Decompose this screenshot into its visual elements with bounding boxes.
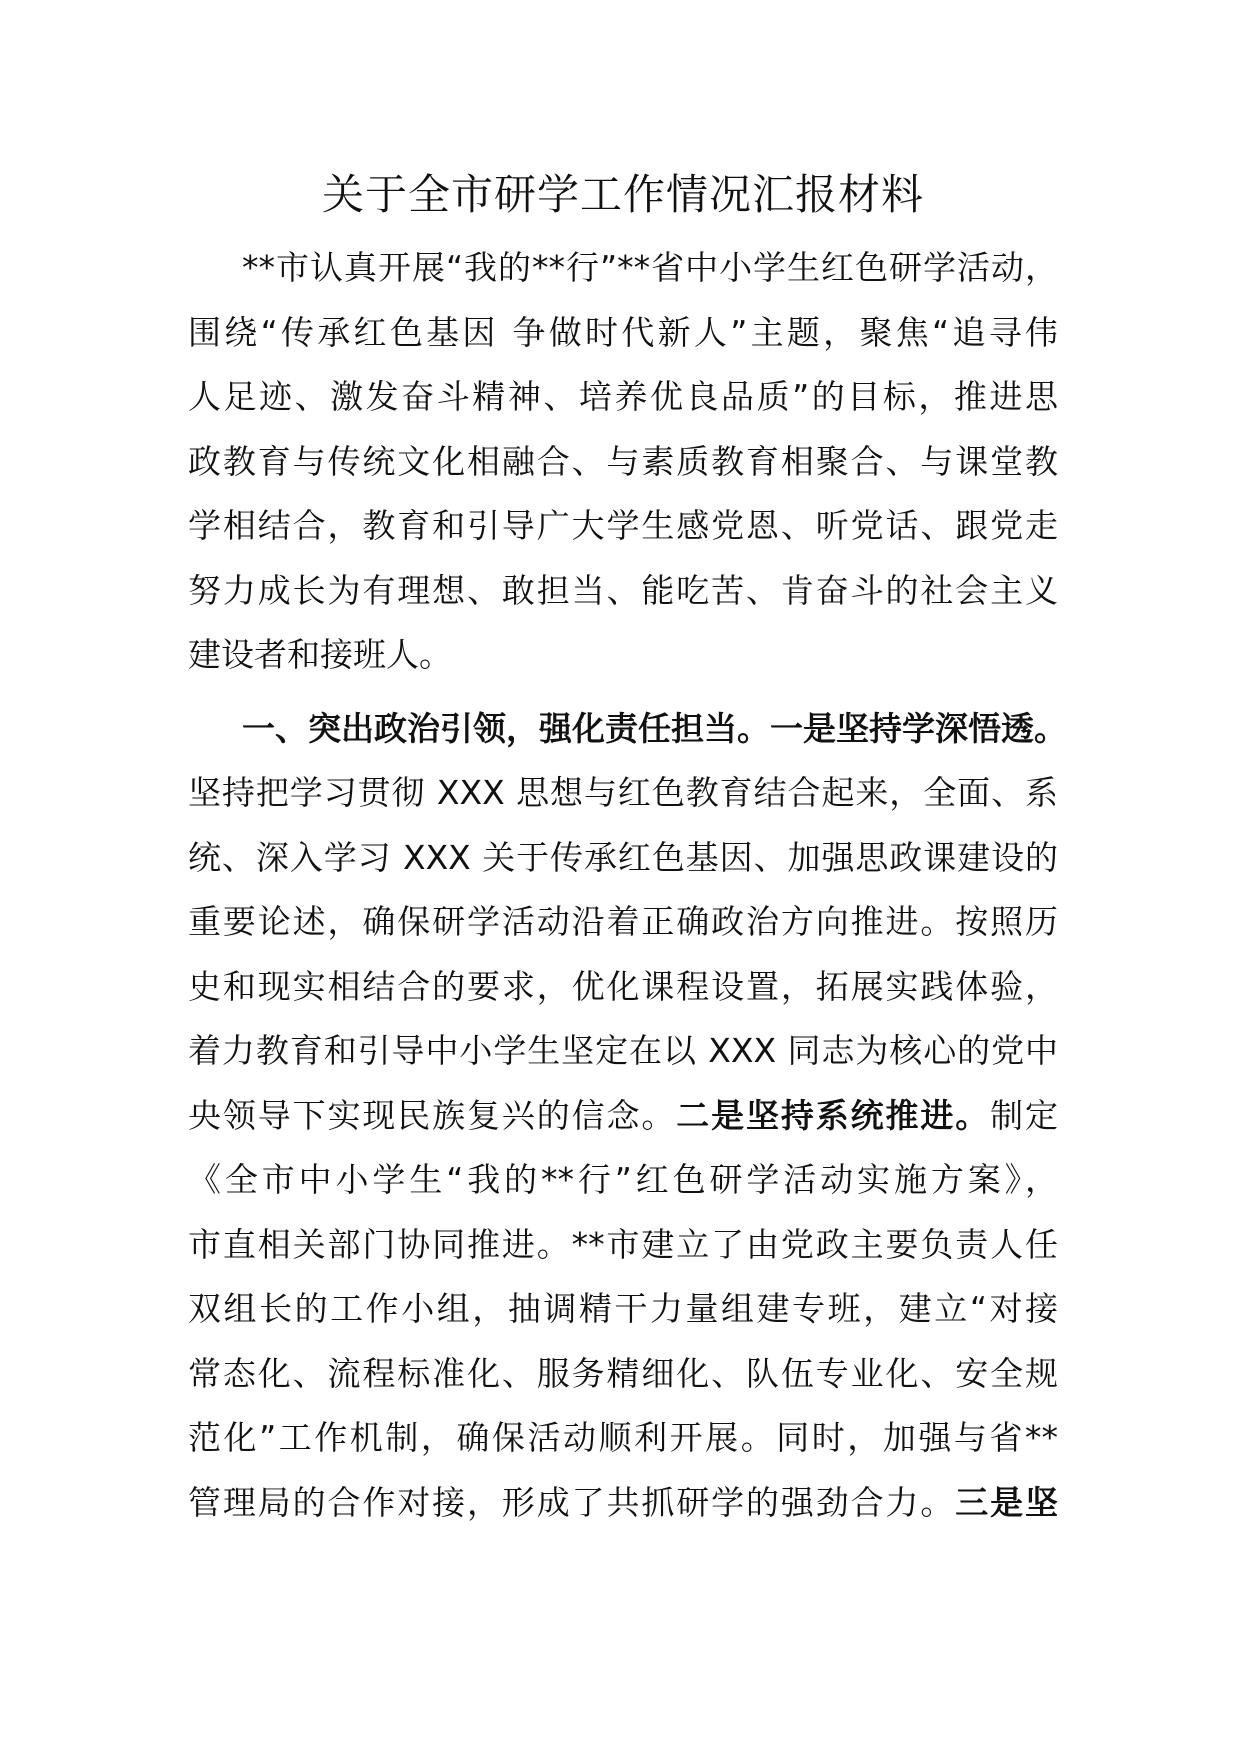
paragraph-line [188, 236, 1058, 301]
text-run: 史和现实相结合的要求，优化课程设置，拓展实践体验， [188, 966, 1058, 1006]
paragraph-line [188, 1471, 1058, 1536]
page-title: 关于全市研学工作情况汇报材料 [321, 170, 924, 219]
text-run: 学相结合，教育和引导广大学生感党恩、听党话、跟党走 [188, 506, 1058, 545]
bold-text-run: 一、突出政治引领，强化责任担当。一是坚持学深悟透。 [242, 708, 1067, 748]
paragraph-line [188, 494, 1058, 559]
text-run: 管理局的合作对接，形成了共抓研学的强劲合力。 [188, 1482, 956, 1522]
document-body [188, 236, 1067, 1535]
text-run: 常态化、流程标准化、服务精细化、队伍专业化、安全规 [188, 1353, 1058, 1393]
paragraph-line [188, 761, 1058, 826]
text-run: 建设者和接班人。 [188, 635, 452, 674]
paragraph-line [188, 1277, 1058, 1342]
paragraph-line [188, 1213, 1058, 1278]
paragraph-line [188, 623, 1058, 688]
paragraph-line [188, 1084, 1058, 1149]
text-run: 《全市中小学生“我的**行”红色研学活动实施方案》， [188, 1160, 1058, 1199]
text-run: 范化”工作机制，确保活动顺利开展。同时，加强与省** [188, 1418, 1058, 1457]
paragraph-line [188, 430, 1058, 495]
paragraph-line [188, 955, 1058, 1020]
paragraph-line [188, 1406, 1058, 1471]
text-run: 市直相关部门协同推进。**市建立了由党政主要负责人任 [188, 1224, 1058, 1264]
text-run: 着力教育和引导中小学生坚定在以 XXX 同志为核心的党中 [188, 1031, 1058, 1070]
paragraph-line [188, 301, 1058, 366]
paragraph-line [188, 1342, 1058, 1407]
text-run: 政教育与传统文化相融合、与素质教育相聚合、与课堂教 [188, 441, 1058, 481]
bold-text-run: 三是坚 [955, 1482, 1058, 1522]
text-run: 围绕“传承红色基因 争做时代新人”主题，聚焦“追寻伟 [188, 312, 1058, 352]
text-run: 双组长的工作小组，抽调精干力量组建专班，建立“对接 [188, 1289, 1058, 1328]
text-run: 人足迹、激发奋斗精神、培养优良品质”的目标，推进思 [188, 377, 1058, 416]
paragraph-line [188, 890, 1058, 955]
paragraph-line [188, 826, 1058, 891]
paragraph-line [188, 365, 1058, 430]
text-run: **市认真开展“我的**行”**省中小学生红色研学活动， [242, 248, 1058, 287]
text-run: 坚持把学习贯彻 XXX 思想与红色教育结合起来，全面、系 [188, 773, 1058, 812]
bold-text-run: 二是坚持系统推进。 [676, 1095, 991, 1135]
text-run: 央领导下实现民族复兴的信念。 [188, 1095, 677, 1135]
paragraph-line [188, 559, 1058, 624]
text-run: 统、深入学习 XXX 关于传承红色基因、加强思政课建设的 [188, 837, 1058, 877]
text-run: 制定 [990, 1095, 1058, 1135]
paragraph-line [188, 1019, 1058, 1084]
text-run: 重要论述，确保研学活动沿着正确政治方向推进。按照历 [188, 902, 1058, 941]
text-run: 努力成长为有理想、敢担当、能吃苦、肯奋斗的社会主义 [188, 570, 1058, 610]
section-heading-line [188, 697, 1067, 762]
paragraph-line [188, 1148, 1058, 1213]
